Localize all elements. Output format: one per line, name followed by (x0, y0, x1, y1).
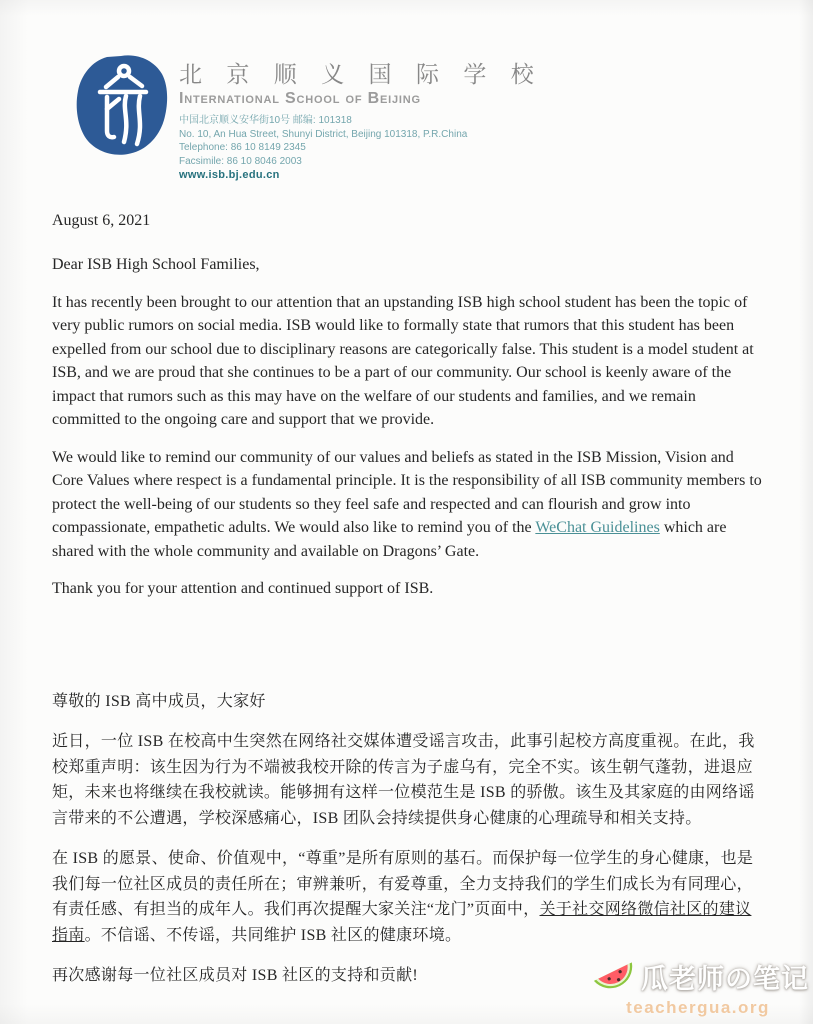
text-run: 。不信谣、不传谣，共同维护 ISB 社区的健康环境。 (84, 926, 462, 944)
letterhead-text (179, 54, 543, 183)
text-run: 在 ISB 的愿景、使命、价值观中，“尊重”是所有原则的基石。而保护每一位学生的身心健康，也是我们每一位社区成员的责任所在；审辨兼听，有爱尊重，全力支持我们的学生们成长为有同理心，有责任感、有担当的成年人。我们再次提醒大家关注“龙门”页面中， (52, 850, 754, 918)
address-zh: 中国北京顺义安华街10号 邮编: 101318 (179, 115, 352, 126)
school-name-en: International School of Beijing (179, 90, 421, 107)
letter-body (52, 209, 766, 989)
salutation-zh: 尊敬的 ISB 高中成员，大家好 (52, 692, 266, 710)
salutation-en: Dear ISB High School Families, (52, 256, 260, 273)
letter-paragraph (52, 846, 766, 948)
watermark-title: 瓜老师の笔记 (641, 963, 809, 994)
isb-seal-logo (74, 54, 170, 156)
school-name-zh: 北 京 顺 义 国 际 学 校 (179, 61, 543, 87)
text-run: We would like to remind our community of our values and beliefs as stated in the ISB Mission, Vision and Core Values where respect is a fundamental principle. It is the responsibility of all ISB community members to protect the well-being of our students so they feel safe and respected and can flourish and grow into compassionate, empathetic adults. We would also like to remind you of the (52, 448, 762, 536)
text-run: It has recently been brought to our attention that an upstanding ISB high school student has been the topic of very public rumors on social media. ISB would like to formally state that rumors that this student has been expelled from our school due to disciplinary reasons are categorically false. This student is a model student at ISB, and we are proud that she continues to be a part of our community. Our school is keenly aware of the impact that rumors such as this may have on the welfare of our students and families, and we remain committed to the ongoing care and support that we provide. (52, 293, 754, 428)
address-en: No. 10, An Hua Street, Shunyi District, Beijing 101318, P.R.China (179, 128, 468, 140)
english-paragraphs (52, 291, 766, 601)
letter-paragraph (52, 577, 766, 601)
wechat-guidelines-link[interactable]: WeChat Guidelines (535, 519, 660, 536)
letterhead (52, 54, 766, 183)
facsimile-line: Facsimile: 86 10 8046 2003 (179, 155, 302, 167)
text-run: which are shared with the whole community and available on Dragons’ Gate. (52, 519, 727, 560)
school-address-block (179, 114, 543, 183)
school-website-link[interactable]: www.isb.bj.edu.cn (179, 169, 280, 181)
text-run: 再次感谢每一位社区成员对 ISB 社区的支持和贡献! (52, 967, 419, 984)
watermark-url: teachergua.org (626, 998, 770, 1017)
letter-paragraph (52, 446, 766, 564)
letter-date: August 6, 2021 (52, 211, 151, 229)
text-run: 近日，一位 ISB 在校高中生突然在网络社交媒体遭受谣言攻击，此事引起校方高度重视。在此，我校郑重声明：该生因为行为不端被我校开除的传言为子虚乌有，完全不实。该生朝气蓬勃，进退应矩，未来也将继续在我校就读。能够拥有这样一位模范生是 ISB 的骄傲。该生及其家庭的由网络谣言带来的不公遭遇，学校深感痛心，ISB 团队会持续提供身心健康的心理疏导和相关支持。 (52, 733, 755, 827)
telephone-line: Telephone: 86 10 8149 2345 (179, 142, 306, 153)
watermelon-icon (584, 946, 647, 1005)
text-run: Thank you for your attention and continued support of ISB. (52, 580, 434, 597)
wechat-community-guidelines-link-zh[interactable]: 关于社交网络微信社区的建议指南 (52, 901, 752, 944)
letter-paragraph (52, 729, 766, 831)
site-watermark (587, 950, 809, 1018)
letter-paragraph (52, 291, 766, 432)
chinese-section (52, 689, 766, 989)
